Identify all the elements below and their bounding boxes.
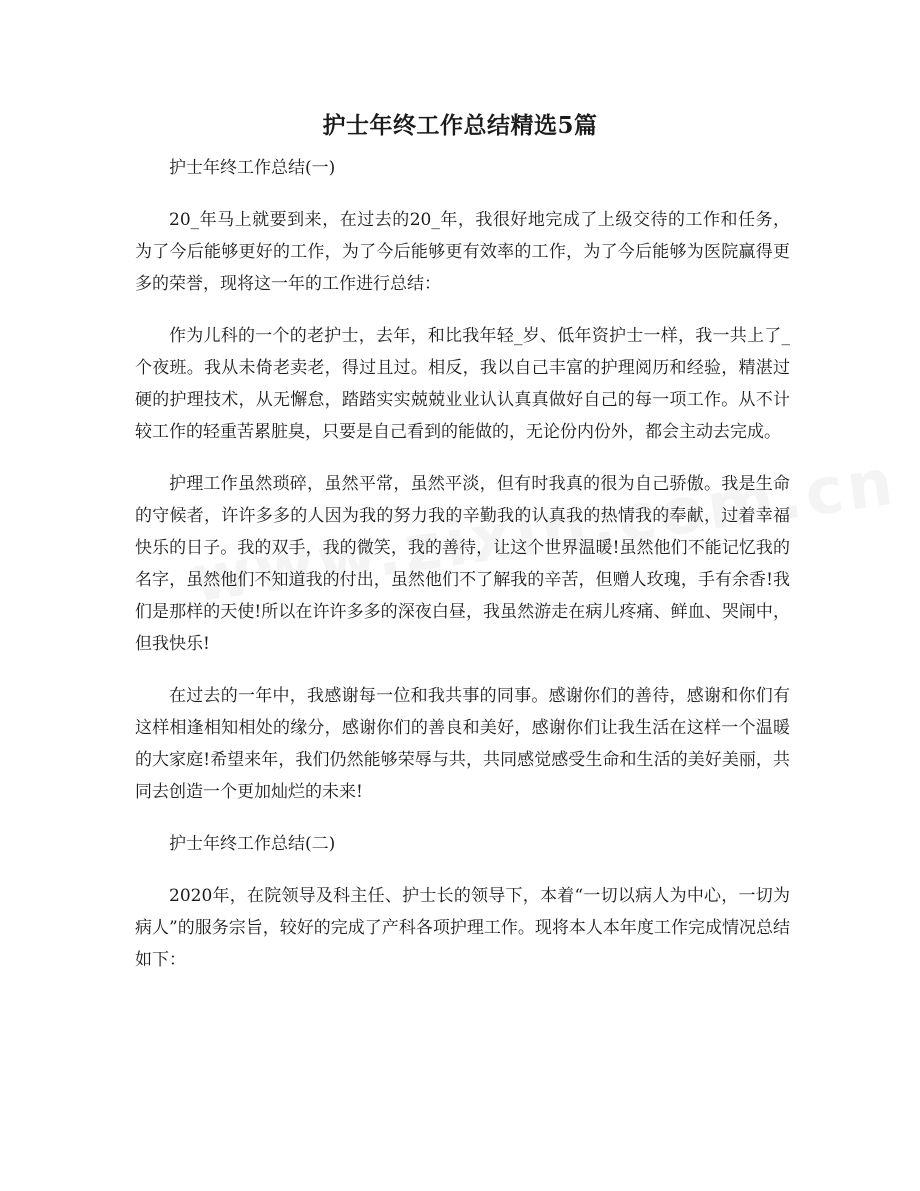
document-body (135, 152, 790, 996)
section-heading-1: 护士年终工作总结(一) (169, 158, 336, 178)
section-heading-2: 护士年终工作总结(二) (169, 834, 336, 854)
paragraph: 2020年，在院领导及科主任、护士长的领导下，本着“一切以病人为中心，一切为病人”的服务宗旨，较好的完成了产科各项护理工作。现将本人本年度工作完成情况总结如下： (135, 886, 790, 970)
paragraph: 20_年马上就要到来，在过去的20_年，我很好地完成了上级交待的工作和任务，为了今后能够更好的工作，为了今后能够更有效率的工作，为了今后能够为医院赢得更多的荣誉，现将这一年的工作进行总结： (135, 210, 790, 294)
paragraph: 护理工作虽然琐碎，虽然平常，虽然平淡，但有时我真的很为自己骄傲。我是生命的守候者，许许多多的人因为我的努力我的辛勤我的认真我的热情我的奉献，过着幸福快乐的日子。我的双手，我的微笑，我的善待，让这个世界温暖!虽然他们不能记忆我的名字，虽然他们不知道我的付出，虽然他们不了解我的辛苦，但赠人玫瑰，手有余香!我们是那样的天使!所以在许许多多的深夜白昼，我虽然游走在病儿疼痛、鲜血、哭闹中，但我快乐! (135, 474, 790, 654)
paragraph: 在过去的一年中，我感谢每一位和我共事的同事。感谢你们的善待，感谢和你们有这样相逢相知相处的缘分，感谢你们的善良和美好，感谢你们让我生活在这样一个温暖的大家庭!希望来年，我们仍然能够荣辱与共，共同感觉感受生命和生活的美好美丽，共同去创造一个更加灿烂的未来! (135, 686, 790, 802)
paragraph: 作为儿科的一个的老护士，去年，和比我年轻_岁、低年资护士一样，我一共上了_个夜班。我从未倚老卖老，得过且过。相反，我以自己丰富的护理阅历和经验，精湛过硬的护理技术，从无懈怠，踏踏实实兢兢业业认认真真做好自己的每一项工作。从不计较工作的轻重苦累脏臭，只要是自己看到的能做的，无论份内份外，都会主动去完成。 (135, 326, 790, 442)
document-title: 护士年终工作总结精选5篇 (322, 112, 598, 139)
